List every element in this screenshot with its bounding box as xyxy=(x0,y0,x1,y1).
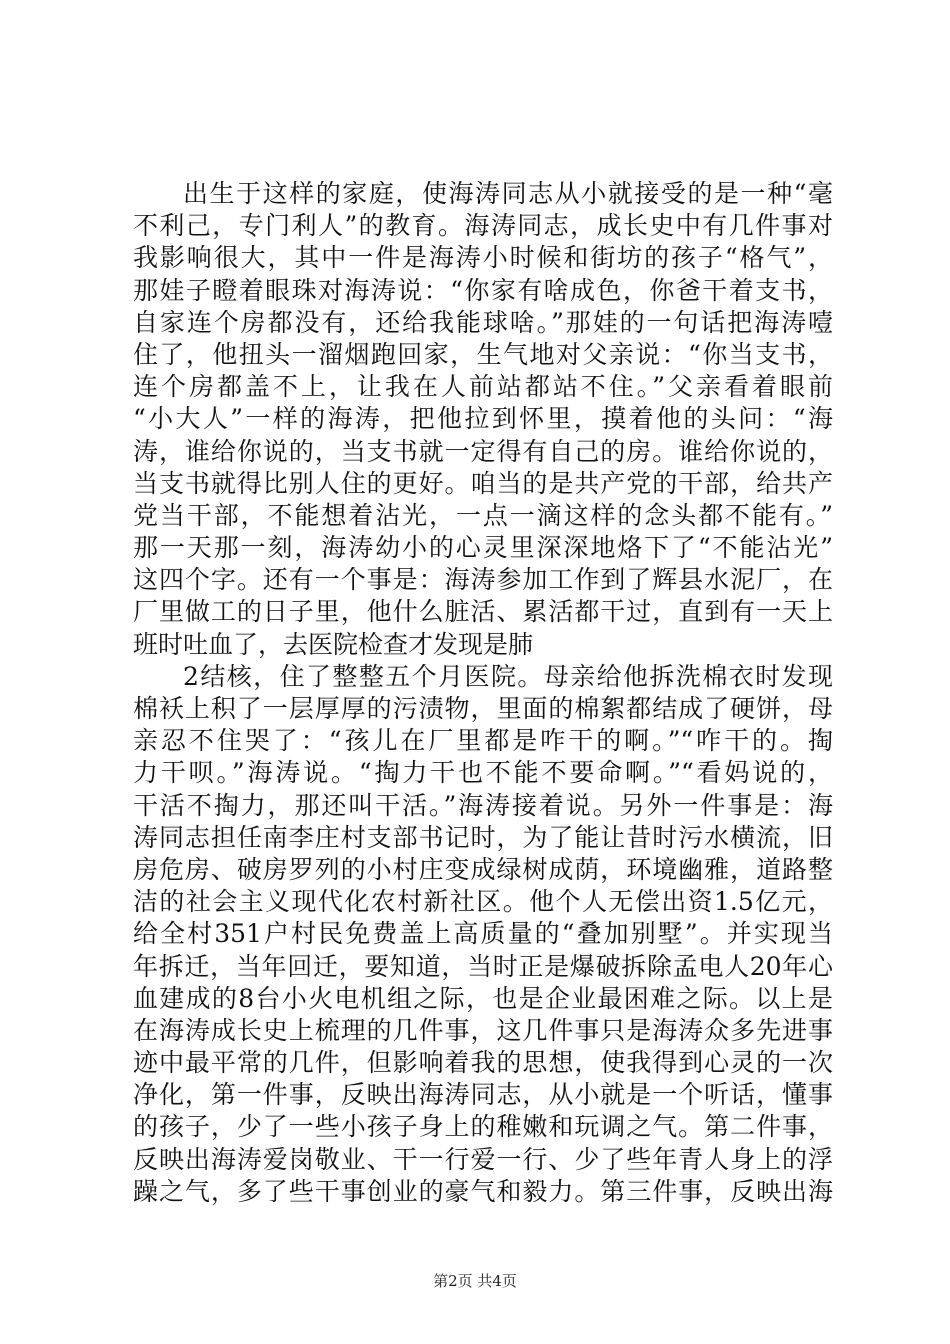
text-line: 不利己，专门利人”的教育。海涛同志，成长史中有几件事对 xyxy=(133,211,833,241)
text-line: 房危房、破房罗列的小村庄变成绿树成荫，环境幽雅，道路整 xyxy=(133,854,833,884)
page-indicator: 第2页 共4页 xyxy=(433,1272,517,1290)
text-line: 亲忍不住哭了：“孩儿在厂里都是咋干的啊。”“咋干的。掏 xyxy=(133,726,833,756)
text-line: 连个房都盖不上，让我在人前站都站不住。”父亲看着眼前 xyxy=(133,372,833,402)
text-line: 这四个字。还有一个事是：海涛参加工作到了辉县水泥厂，在 xyxy=(133,565,833,595)
text-line: 干活不掏力，那还叫干活。”海涛接着说。另外一件事是：海 xyxy=(133,790,833,820)
paragraph-1 xyxy=(133,178,833,661)
text-line: 那一天那一刻，海涛幼小的心灵里深深地烙下了“不能沾光” xyxy=(133,533,833,563)
text-line: 涛，谁给你说的，当支书就一定得有自己的房。谁给你说的， xyxy=(133,436,833,466)
text-line: 出生于这样的家庭，使海涛同志从小就接受的是一种“毫 xyxy=(183,179,833,208)
page-footer xyxy=(0,1270,950,1291)
text-line: 的孩子，少了一些小孩子身上的稚嫩和玩调之气。第二件事， xyxy=(133,1112,833,1142)
text-line: 给全村351户村民免费盖上高质量的“叠加别墅”。并实现当 xyxy=(133,919,833,949)
text-line: 2结核，住了整整五个月医院。母亲给他拆洗棉衣时发现 xyxy=(183,661,833,691)
text-line: 反映出海涛爱岗敬业、干一行爱一行、少了些年青人身上的浮 xyxy=(133,1144,833,1174)
text-line: 我影响很大，其中一件是海涛小时候和街坊的孩子“格气”， xyxy=(133,243,833,273)
text-line: 当支书就得比别人住的更好。咱当的是共产党的干部，给共产 xyxy=(133,468,833,498)
text-line: 棉袄上积了一层厚厚的污渍物，里面的棉絮都结成了硬饼，母 xyxy=(133,694,833,723)
text-line: 洁的社会主义现代化农村新社区。他个人无偿出资1.5亿元， xyxy=(133,887,833,917)
document-body xyxy=(133,178,833,1208)
text-line: 在海涛成长史上梳理的几件事，这几件事只是海涛众多先进事 xyxy=(133,1015,833,1045)
text-line: “小大人”一样的海涛，把他拉到怀里，摸着他的头问：“海 xyxy=(133,404,833,434)
text-line: 涛同志担任南李庄村支部书记时，为了能让昔时污水横流，旧 xyxy=(133,822,833,852)
text-line: 党当干部，不能想着沾光，一点一滴这样的念头都不能有。” xyxy=(133,500,833,530)
text-line: 住了，他扭头一溜烟跑回家，生气地对父亲说：“你当支书， xyxy=(133,339,833,369)
text-line: 力干呗。”海涛说。“掏力干也不能不要命啊。”“看妈说的， xyxy=(133,758,833,788)
text-line: 躁之气，多了些干事创业的豪气和毅力。第三件事，反映出海 xyxy=(133,1176,833,1206)
text-line: 迹中最平常的几件，但影响着我的思想，使我得到心灵的一次 xyxy=(133,1048,833,1078)
text-line: 厂里做工的日子里，他什么脏活、累活都干过，直到有一天上 xyxy=(133,597,833,627)
text-line: 血建成的8台小火电机组之际，也是企业最困难之际。以上是 xyxy=(133,983,833,1013)
text-line: 班时吐血了，去医院检查才发现是肺 xyxy=(133,629,534,659)
text-line: 净化，第一件事，反映出海涛同志，从小就是一个听话，懂事 xyxy=(133,1080,833,1110)
paragraph-2 xyxy=(133,661,833,1208)
text-line: 年拆迁，当年回迁，要知道，当时正是爆破拆除孟电人20年心 xyxy=(133,951,833,981)
text-line: 那娃子瞪着眼珠对海涛说：“你家有啥成色，你爸干着支书， xyxy=(133,275,833,305)
text-line: 自家连个房都没有，还给我能球啥。”那娃的一句话把海涛噎 xyxy=(133,307,833,337)
